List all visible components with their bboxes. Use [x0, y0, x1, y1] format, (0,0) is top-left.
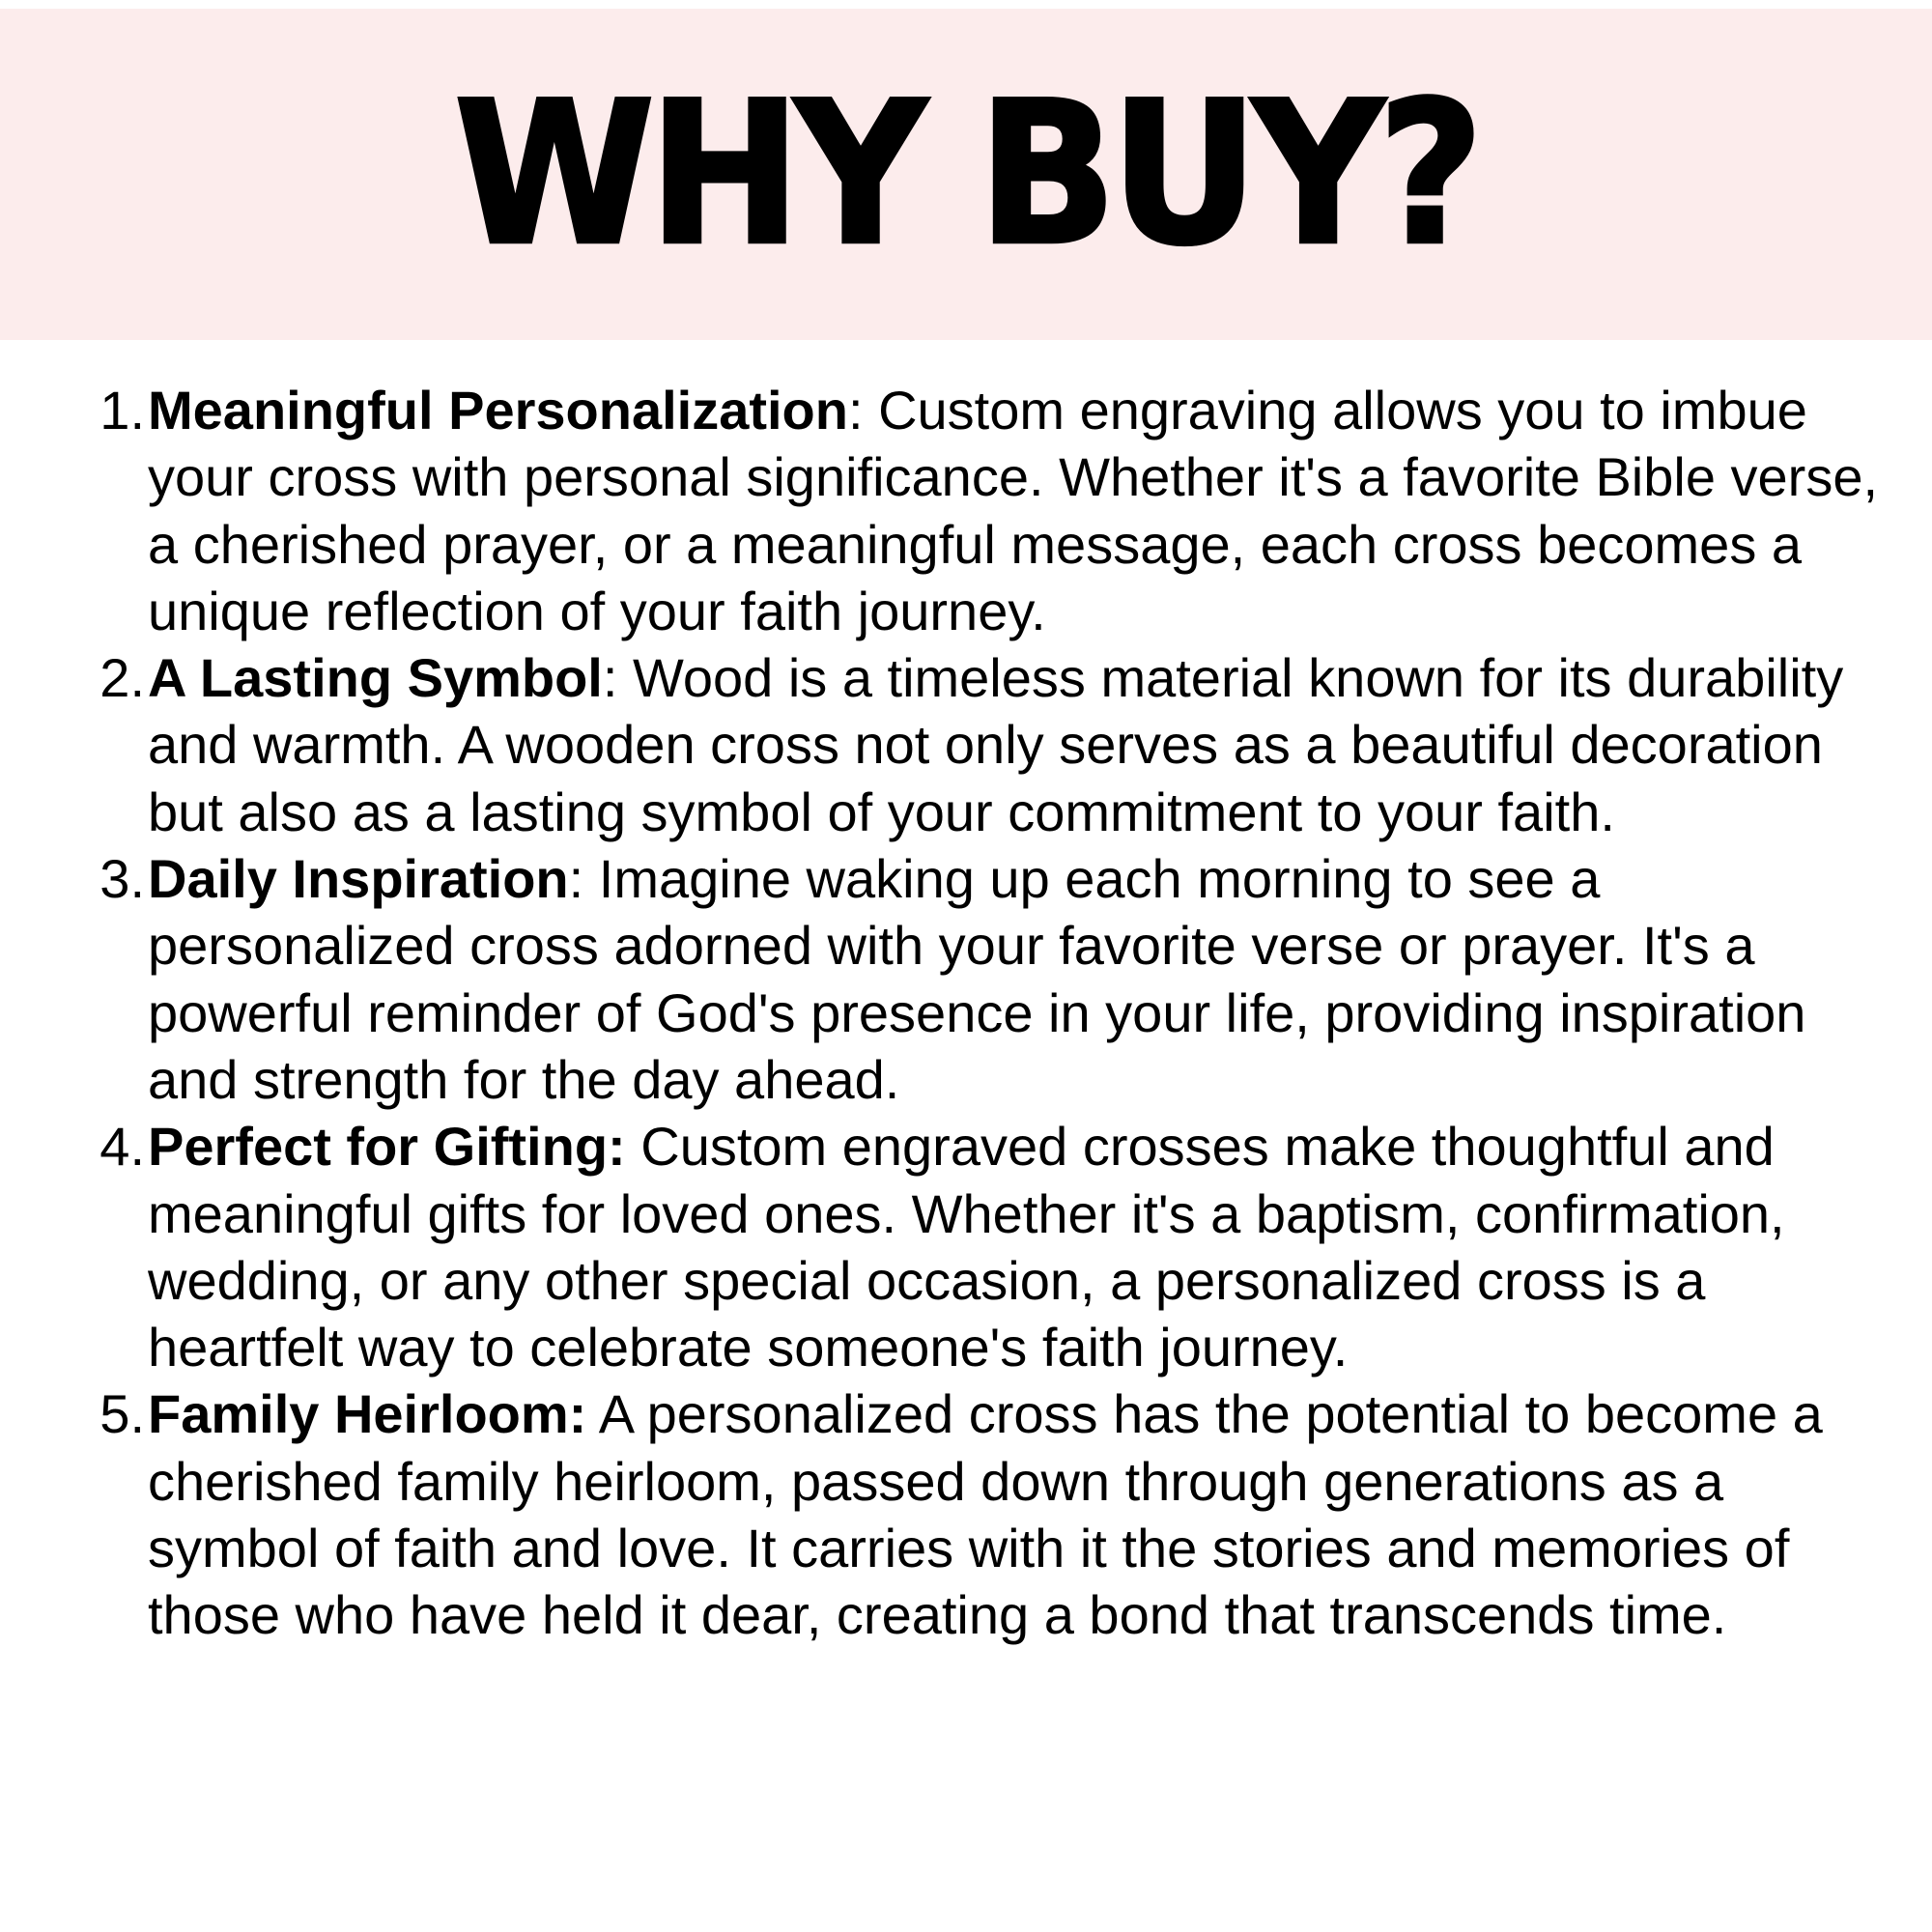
item-number: 3. [99, 848, 145, 910]
item-text: : Wood is a timeless material known for its durability and warmth. A wooden cross not only serves as a beautiful decoration but also as a lasting symbol of your commitment to your faith. [148, 647, 1844, 842]
item-term: Meaningful Personalization [148, 380, 848, 440]
list-item [0, 1113, 1932, 1380]
reasons-list [0, 377, 1932, 1649]
item-number: 5. [99, 1383, 145, 1445]
item-text: : Custom engraving allows you to imbue your cross with personal significance. Whether it's a favorite Bible verse, a cherished prayer, or a meaningful message, each cross becomes a unique reflection of your faith journey. [148, 380, 1879, 641]
item-text: A personalized cross has the potential to become a cherished family heirloom, passed down through generations as a symbol of faith and love. It carries with it the stories and memories of those who have held it dear, creating a bond that transcends time. [148, 1383, 1823, 1646]
item-text: Custom engraved crosses make thoughtful and meaningful gifts for loved ones. Whether it's a baptism, confirmation, wedding, or any other special occasion, a personalized cross is a heartfelt way to celebrate someone's faith journey. [148, 1116, 1785, 1378]
item-term: Family Heirloom: [148, 1383, 587, 1445]
list-item [0, 644, 1932, 845]
list-item [0, 1380, 1932, 1648]
item-term: Daily Inspiration [148, 848, 569, 910]
item-number: 4. [99, 1116, 145, 1178]
item-text: : Imagine waking up each morning to see a personalized cross adorned with your favorite verse or prayer. It's a powerful reminder of God's presence in your life, providing inspiration and strength for the day ahead. [148, 848, 1806, 1110]
title-banner [0, 9, 1932, 340]
list-item [0, 377, 1932, 644]
item-term: A Lasting Symbol [148, 647, 603, 709]
list-item [0, 845, 1932, 1113]
item-number: 2. [99, 647, 145, 709]
page-title: WHY BUY? [454, 59, 1478, 289]
item-number: 1. [99, 380, 145, 440]
item-term: Perfect for Gifting: [148, 1116, 626, 1178]
